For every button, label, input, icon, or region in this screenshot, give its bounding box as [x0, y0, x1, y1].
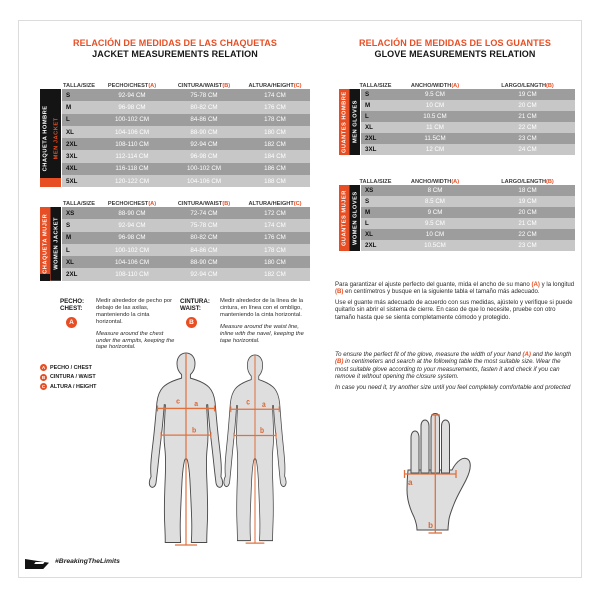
- measure-cell: 188 CM: [264, 177, 286, 185]
- table-row: [361, 196, 575, 207]
- legend-letter-b: B: [41, 374, 46, 380]
- male-label-c: c: [176, 397, 181, 406]
- table-row: [361, 185, 575, 196]
- measure-cell: 112-114 CM: [115, 153, 149, 161]
- size-cell: 2XL: [66, 271, 78, 279]
- legend-letter-c: C: [41, 384, 46, 390]
- measure-cell: 19 CM: [518, 198, 537, 205]
- measure-cell: 12 CM: [425, 146, 445, 153]
- table-row: [361, 218, 575, 229]
- measure-cell: 120-122 CM: [114, 177, 150, 185]
- measure-cell: 100-102 CM: [114, 246, 150, 254]
- measure-cell: 104-106 CM: [114, 258, 150, 266]
- chest-text-en: Measure around the chest under the armpits, keeping the tape horizontal.: [96, 330, 175, 351]
- chest-note-text: [96, 298, 176, 351]
- measure-cell: 19 CM: [518, 91, 537, 98]
- size-cell: 5XL: [66, 177, 78, 185]
- ring-finger: [421, 420, 429, 473]
- male-label-b: b: [191, 426, 197, 435]
- bar-notch: [40, 274, 50, 281]
- table-row: [62, 244, 310, 256]
- measure-cell: 21 CM: [518, 113, 537, 120]
- glove-note-en-1: To ensure the perfect fit of the glove, measure the width of your hand (A) and the length (B) in centimeters and search at the following table the most suitable size. Wear the most suitable glove according to your measurements, fasten it and check if you can remove it without opening the closure system.: [335, 351, 572, 381]
- measure-cell: 180 CM: [264, 128, 286, 136]
- table-row: [62, 232, 310, 244]
- female-label-c: c: [246, 396, 250, 407]
- size-cell: S: [66, 221, 71, 229]
- women-gloves-side-label-es: GUANTES MUJER: [339, 185, 350, 251]
- women-jacket-side-bar: [40, 207, 61, 281]
- male-label-a: a: [194, 399, 199, 409]
- measure-cell: 176 CM: [264, 234, 286, 242]
- measure-cell: 104-106 CM: [114, 128, 150, 136]
- measure-cell: 178 CM: [264, 116, 286, 124]
- size-cell: L: [66, 246, 70, 254]
- measure-cell: 10.5 CM: [423, 113, 447, 120]
- measure-cell: 184 CM: [264, 153, 286, 161]
- measure-cell: 10.5CM: [424, 242, 446, 249]
- women-jacket-side-label-es: CHAQUETA MUJER: [40, 207, 51, 281]
- men-jacket-side-bar: [40, 89, 61, 187]
- bar-notch: [40, 178, 61, 187]
- measurement-legend: [40, 364, 96, 393]
- measure-cell: 92-94 CM: [190, 140, 218, 148]
- measure-cell: 104-106 CM: [186, 177, 222, 185]
- table-row: [62, 256, 310, 268]
- measure-cell: 80-82 CM: [190, 103, 218, 111]
- glove-note-es-2: Use el guante más adecuado de acuerdo con sus medidas, ajústelo y verifique si puede quitarlo sin abrir el sistema de cierre. En caso de que lo necesite, pruebe con otro tamaño hasta que se sienta completamente cómodo y protegido.: [335, 298, 573, 321]
- header-altura-height: ALTURA/HEIGHT (C): [248, 201, 302, 207]
- measure-cell: 84-86 CM: [190, 116, 218, 124]
- measure-cell: 9.5 CM: [425, 220, 445, 227]
- table-row: [361, 89, 575, 100]
- chest-text-es: Medir alrededor de pecho por debajo de las axilas, manteniendo la cinta horizontal.: [96, 298, 173, 325]
- table-row: [361, 144, 575, 155]
- chest-note-label: [60, 298, 84, 313]
- men-gloves-table-header: [361, 77, 575, 89]
- men-gloves-side-bar: [339, 89, 360, 155]
- size-cell: 4XL: [66, 165, 78, 173]
- measure-cell: 88-90 CM: [190, 128, 218, 136]
- women-jacket-table-header: [62, 195, 310, 207]
- glove-note-english: [335, 351, 575, 394]
- measure-cell: 23 CM: [518, 242, 537, 249]
- measure-cell: 21 CM: [518, 220, 537, 227]
- legend-label-waist: CINTURA / WAIST: [50, 374, 96, 381]
- chest-label-en: CHEST:: [60, 305, 83, 313]
- measure-cell: 23 CM: [518, 135, 537, 142]
- legend-letter-a: A: [41, 365, 46, 370]
- men-jacket-table-header: [62, 77, 310, 89]
- size-cell: L: [365, 113, 369, 120]
- legend-label-height: ALTURA / HEIGHT: [50, 383, 97, 390]
- measure-cell: 178 CM: [264, 246, 286, 254]
- glove-note-spanish: [335, 281, 575, 324]
- measure-cell: 8 CM: [427, 187, 443, 194]
- table-row: [361, 207, 575, 218]
- header-talla-size: TALLA/SIZE: [359, 179, 392, 185]
- table-row: [62, 219, 310, 231]
- legend-item-height: [40, 383, 96, 390]
- measure-cell: 108-110 CM: [115, 271, 149, 279]
- table-row: [62, 138, 310, 150]
- chest-label-es: PECHO:: [60, 298, 85, 305]
- size-cell: XL: [66, 258, 74, 266]
- men-gloves-table: [361, 89, 575, 155]
- waist-note-text: [220, 298, 312, 344]
- table-row: [62, 163, 310, 175]
- measure-cell: 75-78 CM: [190, 221, 218, 229]
- measure-cell: 92-94 CM: [190, 271, 218, 279]
- measure-cell: 10 CM: [425, 102, 445, 109]
- hand-label-b: b: [428, 521, 433, 530]
- measure-cell: 96-98 CM: [118, 103, 146, 111]
- gloves-title-es: RELACIÓN DE MEDIDAS DE LOS GUANTES: [359, 38, 551, 48]
- size-cell: M: [365, 209, 371, 216]
- pinky-finger: [411, 431, 419, 473]
- header-talla-size: TALLA/SIZE: [63, 201, 95, 207]
- hand-label-a: a: [408, 478, 413, 487]
- measure-cell: 72-74 CM: [190, 209, 218, 217]
- measure-cell: 20 CM: [518, 209, 537, 216]
- measure-cell: 96-98 CM: [118, 234, 146, 242]
- measure-cell: 182 CM: [264, 140, 286, 148]
- jackets-title-en: JACKET MEASUREMENTS RELATION: [92, 49, 258, 59]
- header-cintura-waist: CINTURA/WAIST (B): [177, 201, 231, 207]
- measure-cell: 88-90 CM: [190, 258, 218, 266]
- legend-item-chest: [40, 364, 96, 371]
- size-cell: 2XL: [66, 140, 78, 148]
- size-cell: XL: [66, 128, 74, 136]
- size-cell: S: [66, 91, 71, 99]
- measure-cell: 92-94 CM: [118, 221, 146, 229]
- size-cell: XL: [365, 231, 373, 238]
- measure-cell: 8.5 CM: [425, 198, 445, 205]
- men-jacket-table: [62, 89, 310, 187]
- table-row: [62, 101, 310, 113]
- measure-cell: 11.5CM: [424, 135, 446, 142]
- waist-text-es: Medir alrededor de la línea de la cintura, en línea con el ombligo, manteniendo la cinta horizontal.: [220, 298, 304, 318]
- women-gloves-table: [361, 185, 575, 251]
- measure-cell: 88-90 CM: [118, 209, 146, 217]
- table-row: [62, 268, 310, 280]
- size-cell: L: [66, 116, 70, 124]
- size-cell: XS: [365, 187, 374, 194]
- index-finger: [442, 420, 450, 473]
- measure-cell: 20 CM: [518, 102, 537, 109]
- header-ancho-width: ANCHO/WIDTH (A): [410, 83, 460, 89]
- measure-cell: 176 CM: [264, 103, 286, 111]
- measure-cell: 174 CM: [264, 91, 286, 99]
- size-cell: L: [365, 220, 369, 227]
- size-cell: 3XL: [365, 146, 377, 153]
- size-cell: M: [365, 102, 371, 109]
- table-row: [62, 150, 310, 162]
- measure-cell: 10 CM: [425, 231, 445, 238]
- measure-cell: 22 CM: [518, 231, 537, 238]
- legend-label-chest: PECHO / CHEST: [50, 364, 92, 371]
- glove-note-en-2: In case you need it, try another size until you feel completely comfortable and protected: [335, 383, 571, 391]
- measure-cell: 24 CM: [518, 146, 537, 153]
- women-gloves-side-bar: [339, 185, 360, 251]
- table-row: [361, 133, 575, 144]
- measure-cell: 11 CM: [426, 124, 444, 131]
- table-row: [361, 122, 575, 133]
- measure-cell: 84-86 CM: [190, 246, 218, 254]
- header-largo-length: LARGO/LENGTH (B): [501, 179, 554, 185]
- measure-cell: 9.5 CM: [425, 91, 445, 98]
- men-gloves-side-label-en: MEN GLOVES: [350, 89, 361, 155]
- male-silhouette: [149, 353, 222, 545]
- female-label-b: b: [260, 425, 265, 436]
- header-largo-length: LARGO/LENGTH (B): [501, 83, 554, 89]
- waist-letter-badge: B: [186, 317, 197, 328]
- measure-cell: 182 CM: [264, 271, 286, 279]
- measure-cell: 22 CM: [518, 124, 537, 131]
- legend-item-waist: [40, 374, 96, 381]
- measure-cell: 116-118 CM: [115, 165, 149, 173]
- header-cintura-waist: CINTURA/WAIST (B): [177, 83, 231, 89]
- body-measurement-diagram: [128, 349, 312, 557]
- measure-cell: 18 CM: [518, 187, 537, 194]
- size-cell: 2XL: [365, 242, 377, 249]
- header-talla-size: TALLA/SIZE: [63, 83, 95, 89]
- female-silhouette: [224, 355, 286, 543]
- table-row: [62, 114, 310, 126]
- measure-cell: 108-110 CM: [115, 140, 149, 148]
- measure-cell: 174 CM: [264, 221, 286, 229]
- glove-note-es-1: Para garantizar el ajuste perfecto del guante, mida el ancho de su mano (A) y la longitud (B) en centímetros y busque en la siguiente tabla el tamaño más adecuado.: [335, 281, 575, 296]
- measure-cell: 100-102 CM: [186, 165, 222, 173]
- men-gloves-side-label-es: GUANTES HOMBRE: [339, 89, 350, 155]
- table-row: [361, 100, 575, 111]
- header-ancho-width: ANCHO/WIDTH (A): [410, 179, 460, 185]
- badge-slash-mark: [34, 562, 44, 564]
- hand-measurement-diagram: [386, 412, 490, 538]
- size-cell: M: [66, 234, 72, 242]
- measure-cell: 92-94 CM: [118, 91, 146, 99]
- chest-letter-badge: A: [66, 317, 77, 328]
- size-cell: S: [365, 91, 370, 98]
- waist-note-label: [180, 298, 210, 313]
- female-label-a: a: [262, 399, 266, 410]
- size-cell: 3XL: [66, 153, 78, 161]
- women-jacket-side-label-en: WOMEN JACKET: [51, 207, 62, 281]
- women-gloves-side-label-en: WOMEN GLOVES: [350, 185, 361, 251]
- women-jacket-table: [62, 207, 310, 281]
- table-row: [361, 229, 575, 240]
- header-talla-size: TALLA/SIZE: [359, 83, 392, 89]
- measure-cell: 80-82 CM: [190, 234, 218, 242]
- table-row: [62, 89, 310, 101]
- measure-cell: 75-78 CM: [190, 91, 218, 99]
- gloves-title-en: GLOVE MEASUREMENTS RELATION: [374, 49, 536, 59]
- measure-cell: 186 CM: [264, 165, 286, 173]
- men-jacket-side-label-en: MEN JACKET: [52, 117, 59, 160]
- size-cell: S: [365, 198, 370, 205]
- size-cell: XS: [66, 209, 75, 217]
- waist-label-en: WAIST:: [180, 305, 201, 313]
- table-row: [62, 175, 310, 187]
- size-cell: 2XL: [365, 135, 377, 142]
- size-cell: M: [66, 103, 72, 111]
- table-row: [361, 240, 575, 251]
- table-row: [62, 207, 310, 219]
- table-row: [361, 111, 575, 122]
- size-cell: XL: [365, 124, 373, 131]
- header-altura-height: ALTURA/HEIGHT (C): [248, 83, 302, 89]
- waist-text-en: Measure around the waist line, inline with the navel, keeping the tape horizontal.: [220, 323, 304, 344]
- waist-label-es: CINTURA:: [180, 298, 210, 305]
- men-jacket-side-label-es: CHAQUETA HOMBRE: [42, 105, 49, 172]
- measure-cell: 96-98 CM: [190, 153, 218, 161]
- jackets-title-es: RELACIÓN DE MEDIDAS DE LAS CHAQUETAS: [73, 38, 277, 48]
- measure-cell: 180 CM: [264, 258, 286, 266]
- header-pecho-chest: PECHO/CHEST (A): [107, 201, 157, 207]
- women-gloves-table-header: [361, 173, 575, 185]
- measure-cell: 9 CM: [427, 209, 443, 216]
- table-row: [62, 126, 310, 138]
- measure-cell: 172 CM: [264, 209, 286, 217]
- header-pecho-chest: PECHO/CHEST (A): [107, 83, 157, 89]
- footer-hashtag: #BreakingTheLimits: [55, 558, 120, 565]
- measure-cell: 100-102 CM: [114, 116, 150, 124]
